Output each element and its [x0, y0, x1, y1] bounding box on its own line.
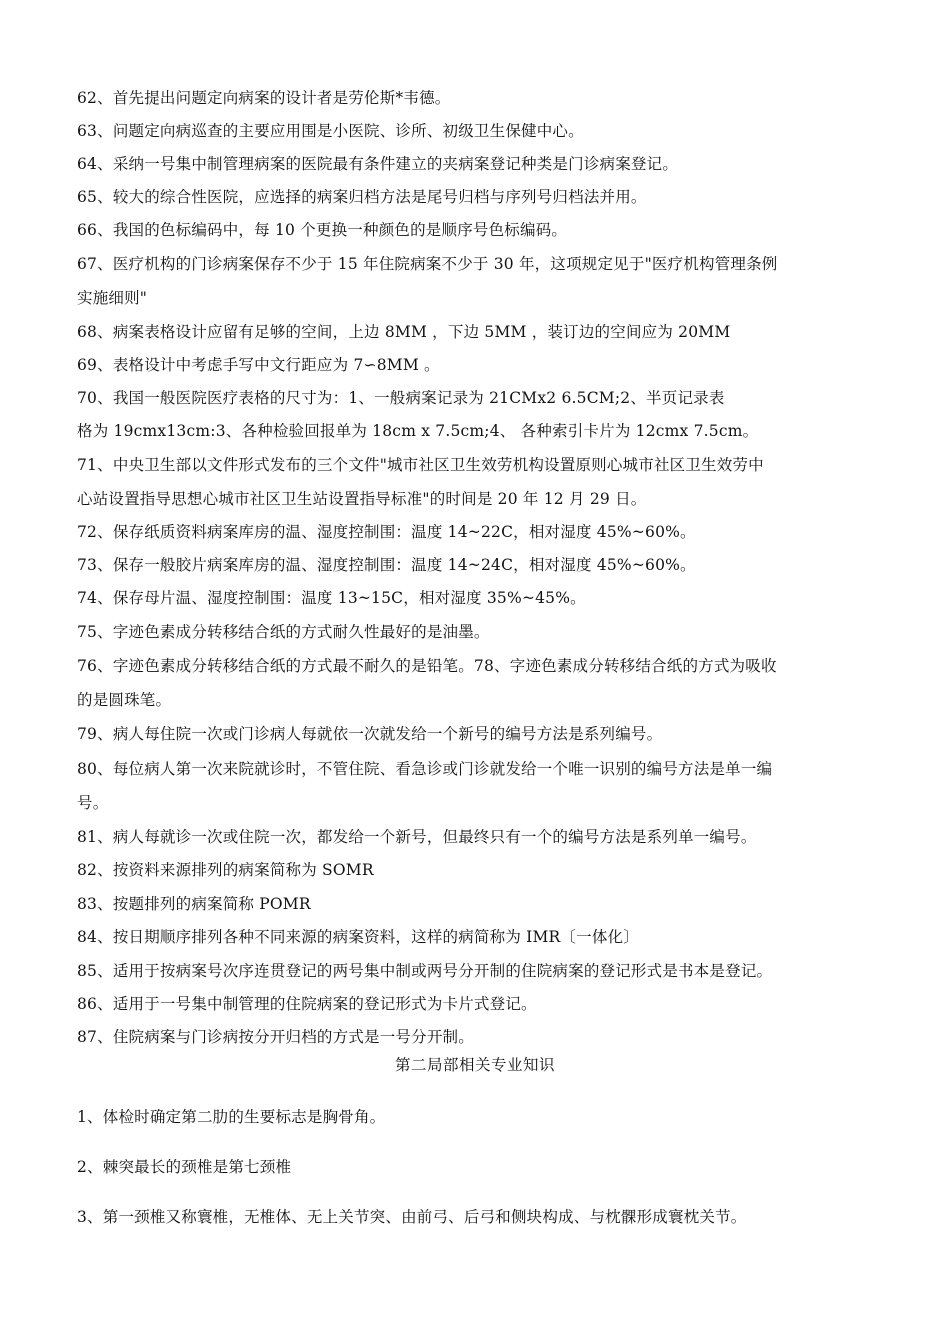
text-line: 62、首先提出问题定向病案的设计者是劳伦斯*韦德。	[77, 89, 451, 107]
text-line: 号。	[77, 794, 109, 812]
text-line: 81、病人每就诊一次或住院一次，都发给一个新号，但最终只有一个的编号方法是系列单一编号。	[77, 828, 757, 846]
text-line: 格为 19cmx13cm:3、各种检验回报单为 18cm x 7.5cm;4、 各种索引卡片为 12cmx 7.5cm。	[77, 422, 759, 440]
text-line: 73、保存一般胶片病案库房的温、湿度控制围：温度 14~24C，相对湿度 45%~60%。	[77, 556, 696, 574]
text-line: 83、按题排列的病案简称 POMR	[77, 895, 311, 913]
text-line: 87、住院病案与门诊病按分开归档的方式是一号分开制。	[77, 1028, 474, 1046]
text-line: 85、适用于按病案号次序连贯登记的两号集中制或两号分开制的住院病案的登记形式是书本是登记。	[77, 962, 773, 980]
section-title: 第二局部相关专业知识	[394, 1056, 555, 1074]
text-line: 75、字迹色素成分转移结合纸的方式耐久性最好的是油墨。	[77, 623, 490, 641]
text-line: 72、保存纸质资料病案库房的温、湿度控制围：温度 14~22C，相对湿度 45%~60%。	[77, 523, 696, 541]
text-line: 65、较大的综合性医院，应选择的病案归档方法是尾号归档与序列号归档法并用。	[77, 188, 647, 206]
text-line: 3、第一颈椎又称寰椎，无椎体、无上关节突、由前弓、后弓和侧块构成、与枕髁形成寰枕关节。	[77, 1208, 747, 1226]
text-line: 心站设置指导思想心城市社区卫生站设置指导标准"的时间是 20 年 12 月 29 日。	[77, 490, 647, 508]
text-line: 79、病人每住院一次或门诊病人每就依一次就发给一个新号的编号方法是系列编号。	[77, 725, 663, 743]
text-line: 67、医疗机构的门诊病案保存不少于 15 年住院病案不少于 30 年，这项规定见于"医疗机构管理条例	[77, 255, 778, 273]
text-line: 的是圆珠笔。	[77, 691, 172, 709]
text-line: 86、适用于一号集中制管理的住院病案的登记形式为卡片式登记。	[77, 995, 537, 1013]
text-line: 69、表格设计中考虑手写中文行距应为 7∽8MM 。	[77, 356, 440, 374]
text-line: 2、棘突最长的颈椎是第七颈椎	[77, 1158, 292, 1176]
text-line: 80、每位病人第一次来院就诊时，不管住院、看急诊或门诊就发给一个唯一识别的编号方法是单一编	[77, 760, 773, 778]
text-line: 70、我国一般医院医疗表格的尺寸为：1、一般病案记录为 21CMx2 6.5CM;2、半页记录表	[77, 389, 725, 407]
text-line: 82、按资料来源排列的病案简称为 SOMR	[77, 861, 374, 879]
text-line: 68、病案表格设计应留有足够的空间，上边 8MM ，下边 5MM ，装订边的空间应为 20MM	[77, 323, 731, 341]
text-line: 1、体检时确定第二肋的生要标志是胸骨角。	[77, 1108, 386, 1126]
text-line: 实施细则"	[77, 289, 148, 307]
text-line: 84、按日期顺序排列各种不同来源的病案资料，这样的病简称为 IMR〔一体化〕	[77, 928, 639, 946]
text-line: 71、中央卫生部以文件形式发布的三个文件"城市社区卫生效劳机构设置原则心城市社区卫生效劳中	[77, 456, 764, 474]
text-line: 63、问题定向病巡查的主要应用围是小医院、诊所、初级卫生保健中心。	[77, 122, 584, 140]
text-line: 76、字迹色素成分转移结合纸的方式最不耐久的是铅笔。78、字迹色素成分转移结合纸的方式为吸收	[77, 657, 777, 675]
text-line: 64、采纳一号集中制管理病案的医院最有条件建立的夹病案登记种类是门诊病案登记。	[77, 155, 679, 173]
text-line: 74、保存母片温、湿度控制围：温度 13~15C，相对湿度 35%~45%。	[77, 589, 586, 607]
text-line: 66、我国的色标编码中，每 10 个更换一种颜色的是顺序号色标编码。	[77, 221, 568, 239]
